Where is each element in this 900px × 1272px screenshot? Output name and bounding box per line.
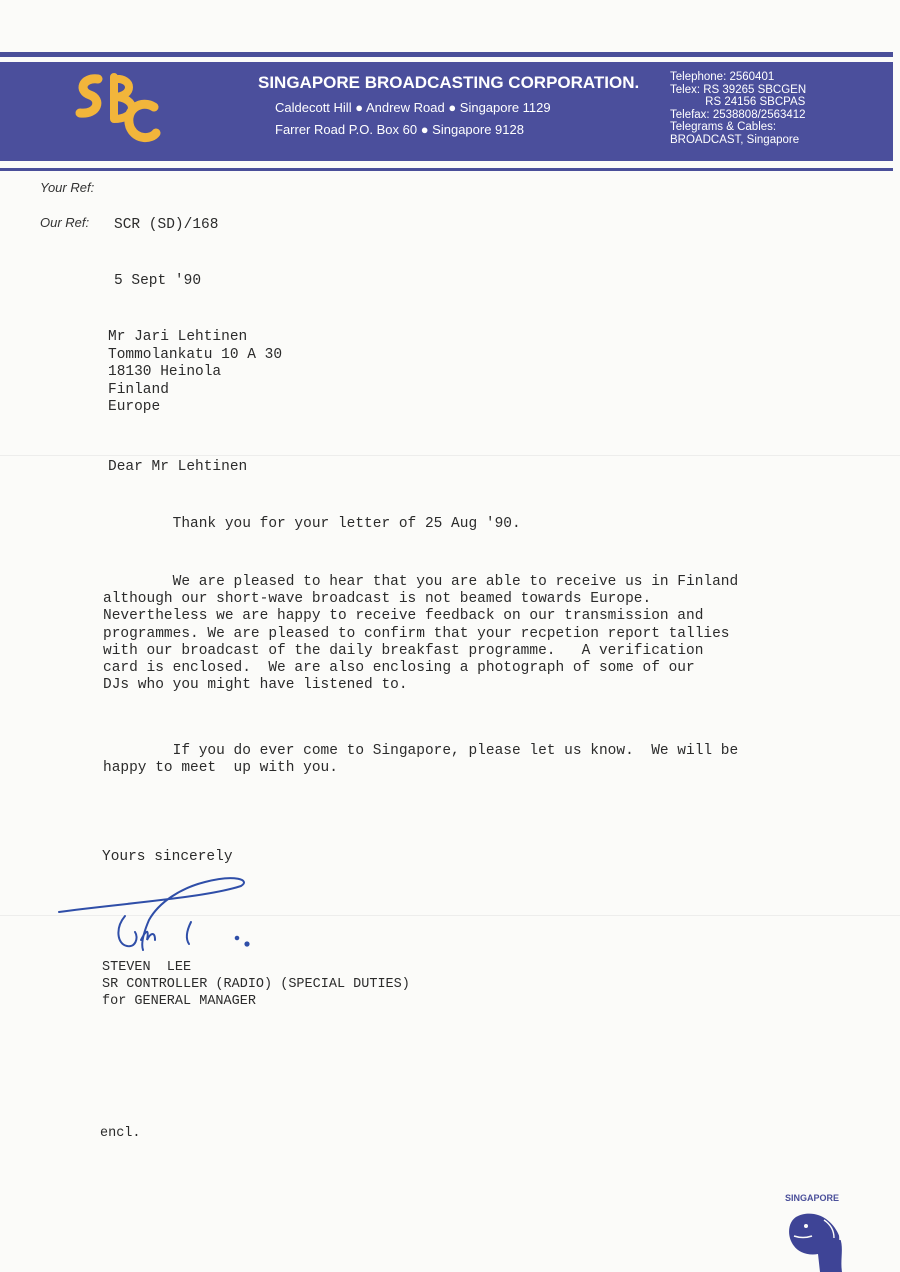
recipient-region: Europe	[108, 399, 161, 415]
letterhead-bottom-rule	[0, 168, 893, 171]
contact-details: Telephone: 2560401 Telex: RS 39265 SBCGEN RS 24156 SBCPAS Telefax: 2538808/2563412 Telegrams & Cables: BROADCAST, Singapore	[670, 71, 807, 146]
sbc-logo-icon	[68, 71, 168, 146]
signatory-name: STEVEN LEE	[102, 960, 192, 975]
our-ref-value: SCR (SD)/168	[114, 217, 219, 233]
letter-date: 5 Sept '90	[114, 273, 202, 289]
org-name: SINGAPORE BROADCASTING CORPORATION.	[258, 73, 640, 92]
recipient-address	[108, 329, 282, 417]
recipient-street: Tommolankatu 10 A 30	[108, 346, 283, 363]
paragraph-invitation: If you do ever come to Singapore, please let us know. We will be happy to meet up with you.	[103, 743, 739, 777]
paragraph-reception: We are pleased to hear that you are able to receive us in Finland although our short-wave broadcast is not beamed towards Europe. Nevertheless we are happy to receive feedback on our transmission and programmes. We are pleased to confirm that your recpetion report tallies with our broadcast of the daily breakfast programme. A verification card is enclosed. We are also enclosing a photograph of some of our DJs who you might have listened to.	[103, 574, 739, 694]
address-line-1: Caldecott Hill ● Andrew Road ● Singapore 1129	[275, 100, 551, 115]
signatory-for-line: for GENERAL MANAGER	[102, 994, 256, 1009]
paper-fold-line	[0, 455, 900, 456]
recipient-name: Mr Jari Lehtinen	[108, 329, 248, 345]
letterhead-top-rule	[0, 52, 893, 57]
closing: Yours sincerely	[102, 849, 233, 865]
signatory-block	[102, 960, 410, 1010]
address-line-2: Farrer Road P.O. Box 60 ● Singapore 9128	[275, 122, 524, 137]
recipient-city: 18130 Heinola	[108, 364, 222, 380]
our-ref-label: Our Ref:	[40, 215, 90, 230]
your-ref-label: Your Ref:	[40, 180, 95, 195]
merlion-lion-icon	[780, 1190, 860, 1272]
signatory-title: SR CONTROLLER (RADIO) (SPECIAL DUTIES)	[102, 977, 410, 992]
enclosure-note: encl.	[100, 1126, 141, 1141]
singapore-mark-label: SINGAPORE	[785, 1193, 840, 1203]
handwritten-signature	[55, 858, 315, 958]
salutation: Dear Mr Lehtinen	[108, 459, 248, 475]
recipient-country: Finland	[108, 381, 169, 398]
paragraph-thanks: Thank you for your letter of 25 Aug '90.	[103, 516, 521, 532]
